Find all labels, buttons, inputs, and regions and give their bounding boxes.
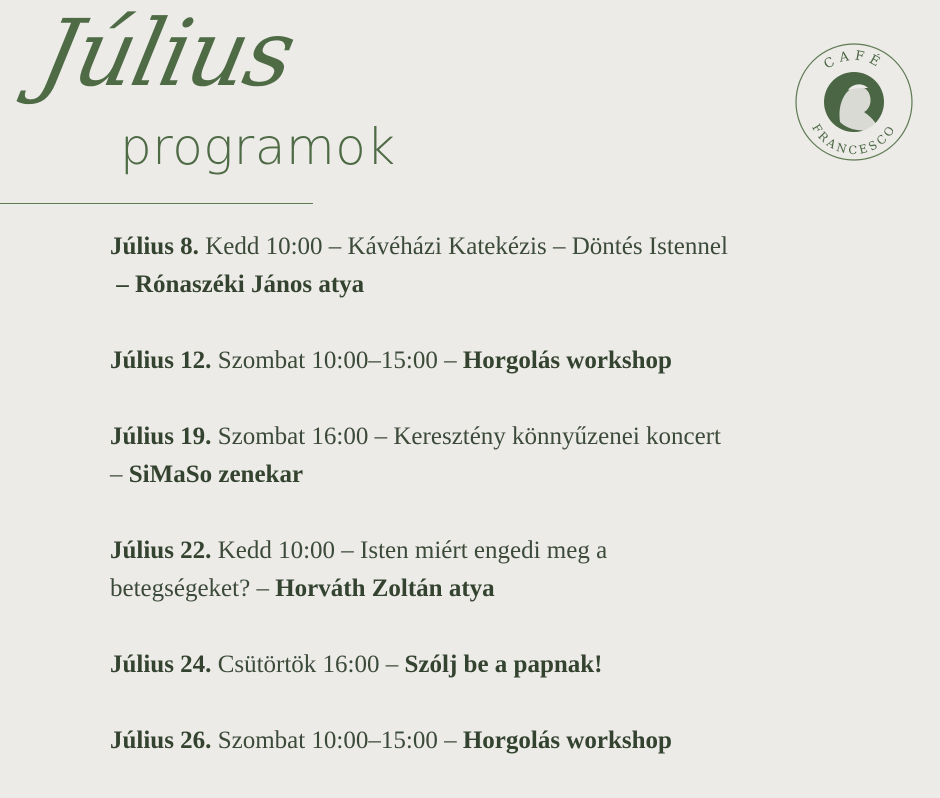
event-highlight: Horgolás workshop	[462, 727, 672, 754]
event-item	[110, 228, 870, 304]
event-text: Csütörtök 16:00 –	[217, 651, 399, 678]
logo-top-text: CAFÉ	[821, 48, 887, 73]
event-text: Szombat 16:00 – Keresztény könnyűzenei koncert	[217, 423, 722, 450]
event-text-cont: –	[110, 461, 123, 488]
event-highlight: Szólj be a papnak!	[404, 651, 603, 678]
event-highlight: – Rónaszéki János atya	[116, 271, 365, 298]
event-date: Július 19.	[110, 423, 212, 450]
event-item	[110, 722, 870, 760]
event-item	[110, 418, 870, 494]
event-item	[110, 646, 870, 684]
svg-text:CAFÉ	[822, 49, 887, 73]
event-text: Szombat 10:00–15:00 –	[217, 727, 457, 754]
event-date: Július 22.	[110, 537, 212, 564]
event-text: Kedd 10:00 – Kávéházi Katekézis – Döntés Istennel	[205, 233, 728, 260]
event-date: Július 8.	[110, 233, 199, 260]
event-highlight: SiMaSo zenekar	[128, 461, 304, 488]
event-highlight: Horváth Zoltán atya	[275, 575, 495, 602]
event-date: Július 12.	[110, 347, 212, 374]
page-title-script: Július	[30, 0, 303, 107]
event-text-cont: betegségeket? –	[110, 575, 269, 602]
divider-line	[0, 203, 313, 204]
cafe-francesco-logo	[790, 38, 918, 166]
event-text: Kedd 10:00 – Isten miért engedi meg a	[217, 537, 608, 564]
event-item	[110, 342, 870, 380]
logo-bottom-text: FRANCESCO	[809, 121, 899, 158]
event-list	[110, 228, 870, 798]
event-item	[110, 532, 870, 608]
event-date: Július 26.	[110, 727, 212, 754]
page-subtitle: programok	[120, 118, 396, 176]
event-text: Szombat 10:00–15:00 –	[217, 347, 457, 374]
event-date: Július 24.	[110, 651, 212, 678]
event-highlight: Horgolás workshop	[462, 347, 672, 374]
